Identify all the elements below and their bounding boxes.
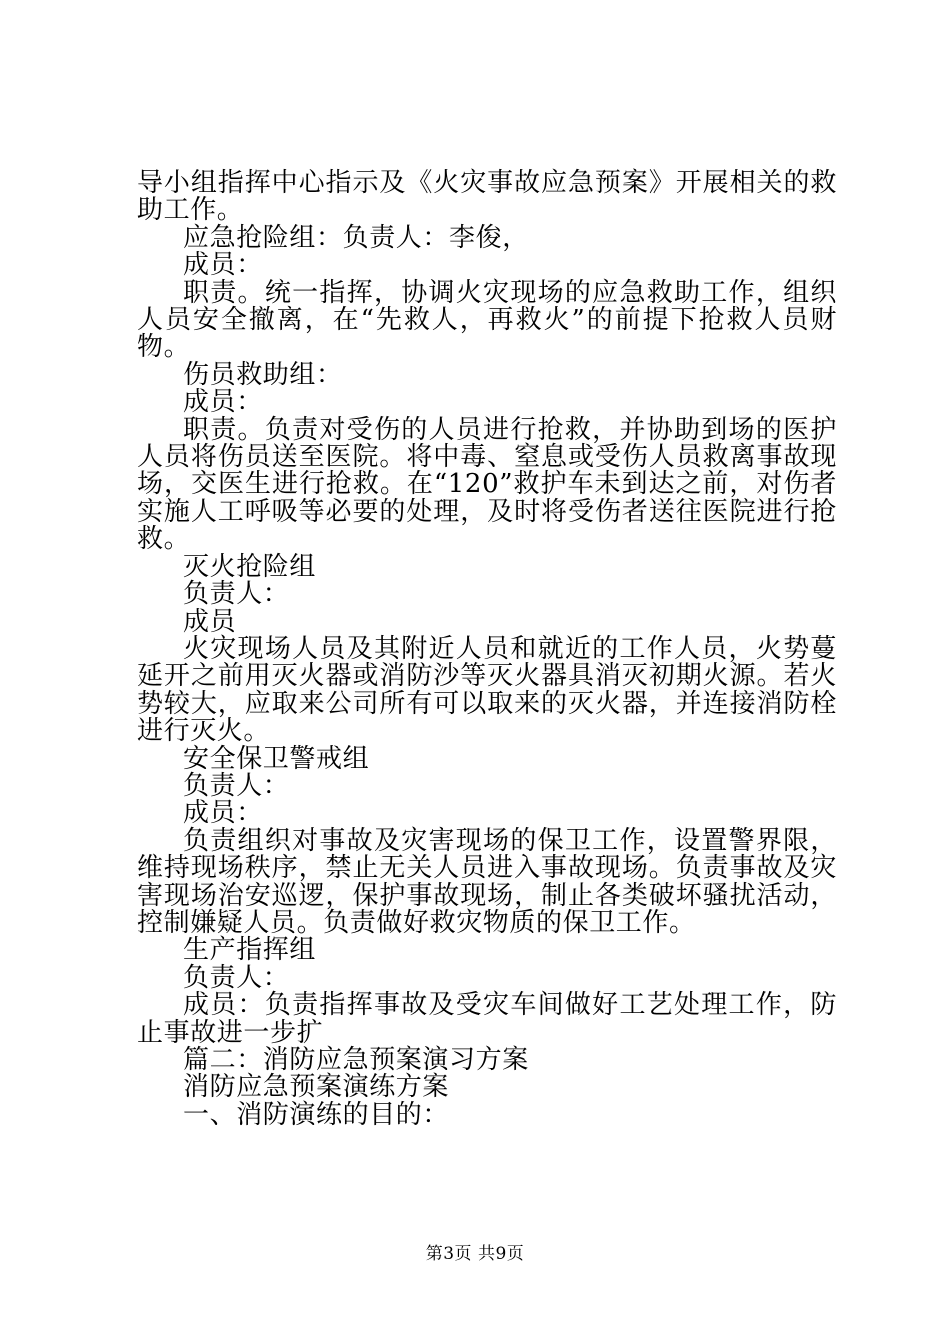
paragraph-15: 生产指挥组: [183, 935, 317, 966]
paragraph-18: 篇二：消防应急预案演习方案: [183, 1045, 529, 1075]
paragraph-2: 成员：: [183, 250, 263, 281]
paragraph-5: 成员：: [183, 387, 263, 418]
paragraph-10: 火灾现场人员及其附近人员和就近的工作人员，火势蔓延开之前用灭火器或消防沙等灭火器具消灭初期火源。若火势较大，应取来公司所有可以取来的灭火器，并连接消防栓进行灭火。: [137, 633, 837, 747]
paragraph-17: 成员：负责指挥事故及受灾车间做好工艺处理工作，防止事故进一步扩: [137, 990, 837, 1048]
paragraph-8: 负责人：: [183, 579, 290, 610]
paragraph-3: 职责。统一指挥，协调火灾现场的应急救助工作，组织人员安全撤离，在“先救人，再救火”的前提下抢救人员财物。: [137, 277, 837, 363]
paragraph-7: 灭火抢险组: [183, 551, 317, 582]
paragraph-11: 安全保卫警戒组: [183, 743, 370, 774]
paragraph-14: 负责组织对事故及灾害现场的保卫工作，设置警界限，维持现场秩序，禁止无关人员进入事故现场。负责事故及灾害现场治安巡逻，保护事故现场，制止各类破坏骚扰活动，控制嫌疑人员。负责做好救灾物质的保卫工作。: [137, 825, 837, 938]
paragraph-20: 一、消防演练的目的：: [183, 1099, 450, 1130]
paragraph-19: 消防应急预案演练方案: [183, 1072, 450, 1103]
paragraph-6: 职责。负责对受伤的人员进行抢救，并协助到场的医护人员将伤员送至医院。将中毒、窒息或受伤人员救离事故现场，交医生进行抢救。在“120”救护车未到达之前，对伤者实施人工呼吸等必要的处理，及时将受伤者送往医院进行抢救。: [137, 414, 837, 555]
paragraph-1: 应急抢险组：负责人：李俊，: [183, 222, 529, 253]
paragraph-16: 负责人：: [183, 962, 290, 993]
paragraph-13: 成员：: [183, 798, 263, 829]
document-body: [137, 170, 837, 1129]
paragraph-12: 负责人：: [183, 770, 290, 801]
paragraph-4: 伤员救助组：: [183, 359, 343, 390]
page-footer: 第3页 共9页: [425, 1244, 525, 1264]
paragraph-0: 导小组指挥中心指示及《火灾事故应急预案》开展相关的救助工作。: [137, 168, 837, 226]
paragraph-9: 成员: [183, 606, 237, 637]
